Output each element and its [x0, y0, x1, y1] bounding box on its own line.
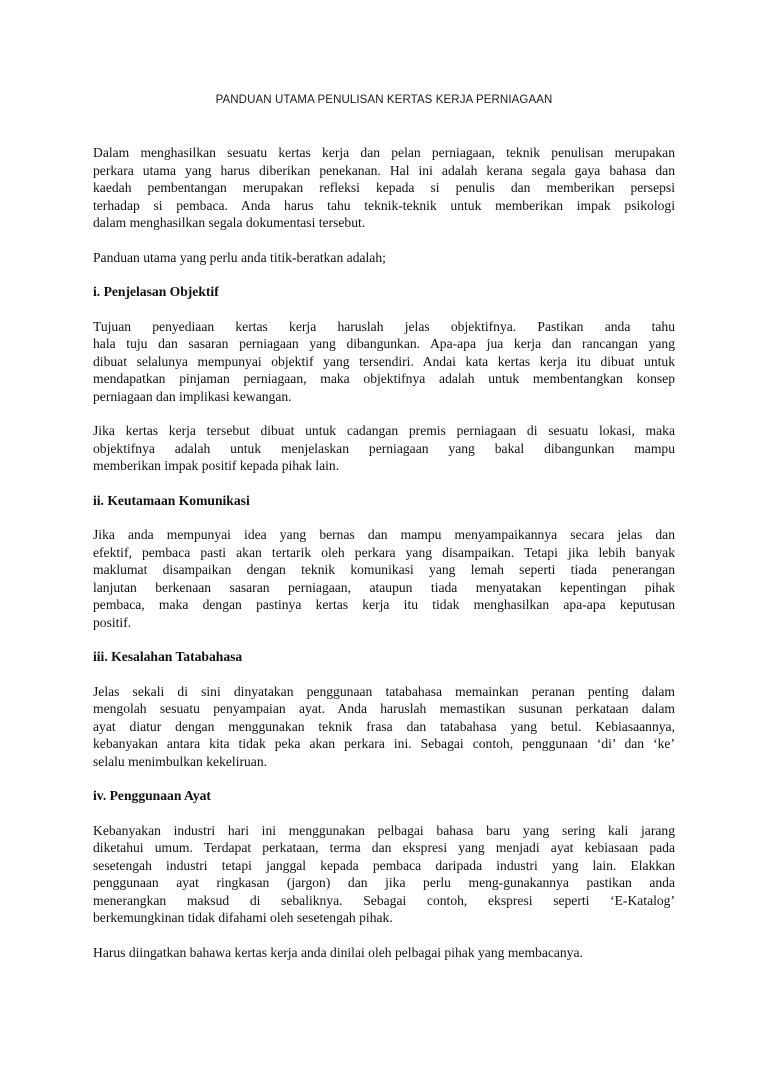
paragraph-line: menerangkan maksud di sebaliknya. Sebagai contoh, ekspresi seperti ‘E-Katalog’ [93, 892, 675, 908]
paragraph [93, 422, 675, 475]
paragraph-line: objektifnya adalah untuk menjelaskan perniagaan yang bakal dibangunkan mampu [93, 440, 675, 456]
paragraph-line: memberikan impak positif kepada pihak lain. [93, 458, 340, 473]
paragraph [93, 249, 675, 267]
paragraph-line: lanjutan berkenaan sasaran perniagaan, ataupun tiada menyatakan kepentingan pihak [93, 579, 675, 595]
paragraph-line: Dalam menghasilkan sesuatu kertas kerja dan pelan perniagaan, teknik penulisan merupakan [93, 145, 675, 160]
paragraph-line: Jika anda mempunyai idea yang bernas dan mampu menyampaikannya secara jelas dan [93, 527, 675, 542]
paragraph-line: perniagaan dan implikasi kewangan. [93, 388, 292, 404]
paragraph [93, 683, 675, 771]
paragraph-line: kebanyakan antara kita tidak peka akan perkara ini. Sebagai contoh, penggunaan ‘di’ dan ‘ke’ [93, 736, 675, 751]
paragraph-line: diketahui umum. Terdapat perkataan, terma dan ekspresi yang menjadi ayat kebiasaan pada [93, 840, 675, 855]
document-title: PANDUAN UTAMA PENULISAN KERTAS KERJA PERNIAGAAN [215, 94, 553, 106]
paragraph-line: maklumat disampaikan dengan teknik komunikasi yang lemah seperti tiada penerangan [93, 562, 675, 577]
paragraph-line: selalu menimbulkan kekeliruan. [93, 753, 268, 769]
paragraph-line: Panduan utama yang perlu anda titik-beratkan adalah; [93, 249, 386, 265]
paragraph-line: Harus diingatkan bahawa kertas kerja anda dinilai oleh pelbagai pihak yang membacanya. [93, 944, 583, 960]
paragraph-line: kaedah pembentangan merupakan refleksi kepada si penulis dan memberikan persepsi [93, 180, 675, 195]
paragraph-line: hala tuju dan sasaran perniagaan yang dibangunkan. Apa-apa jua kerja dan rancangan yang [93, 336, 675, 351]
paragraph [93, 144, 675, 232]
paragraph [93, 318, 675, 406]
paragraph-line: dalam menghasilkan segala dokumentasi tersebut. [93, 215, 366, 230]
paragraph-line: ayat diatur dengan menggunakan teknik frasa dan tatabahasa yang betul. Kebiasaannya, [93, 718, 675, 734]
paragraph-line: Kebanyakan industri hari ini menggunakan pelbagai bahasa baru yang sering kali jarang [93, 822, 675, 838]
paragraph-line: sesetengah industri tetapi janggal kepada pembaca daripada industri yang lain. Elakkan [93, 857, 675, 873]
paragraph-line: efektif, pembaca pasti akan tertarik oleh perkara yang disampaikan. Tetapi jika lebih banyak [93, 544, 675, 560]
paragraph-line: Jika kertas kerja tersebut dibuat untuk cadangan premis perniagaan di sesuatu lokasi, maka [93, 423, 675, 438]
paragraph-line: mengolah sesuatu penyampaian ayat. Anda haruslah memastikan susunan perkataan dalam [93, 701, 675, 716]
document-body [93, 144, 675, 978]
section-heading: i. Penjelasan Objektif [93, 284, 219, 299]
paragraph [93, 526, 675, 631]
paragraph-line: berkemungkinan tidak difahami oleh sesetengah pihak. [93, 910, 393, 925]
paragraph-line: terhadap si pembaca. Anda harus tahu teknik-teknik untuk memberikan impak psikologi [93, 197, 675, 213]
section-heading: iv. Penggunaan Ayat [93, 788, 211, 803]
paragraph-line: Tujuan penyediaan kertas kerja haruslah jelas objektifnya. Pastikan anda tahu [93, 318, 675, 334]
paragraph-line: mendapatkan pinjaman perniagaan, maka objektifnya adalah untuk membentangkan konsep [93, 371, 675, 386]
paragraph-line: pembaca, maka dengan pastinya kertas kerja itu tidak menghasilkan apa-apa keputusan [93, 597, 675, 612]
paragraph-line: perkara utama yang harus diberikan penekanan. Hal ini adalah kerana segala gaya bahasa dan [93, 162, 675, 178]
paragraph [93, 822, 675, 927]
section-heading: iii. Kesalahan Tatabahasa [93, 649, 243, 664]
paragraph-line: positif. [93, 614, 132, 630]
section-heading: ii. Keutamaan Komunikasi [93, 492, 250, 508]
paragraph-line: penggunaan ayat ringkasan (jargon) dan jika perlu meng-gunakannya pastikan anda [93, 875, 675, 890]
paragraph-line: dibuat selalunya mempunyai objektif yang tersendiri. Andai kata kertas kerja itu dibuat untuk [93, 353, 675, 369]
paragraph [93, 944, 675, 962]
paragraph-line: Jelas sekali di sini dinyatakan penggunaan tatabahasa memainkan peranan penting dalam [93, 683, 675, 699]
